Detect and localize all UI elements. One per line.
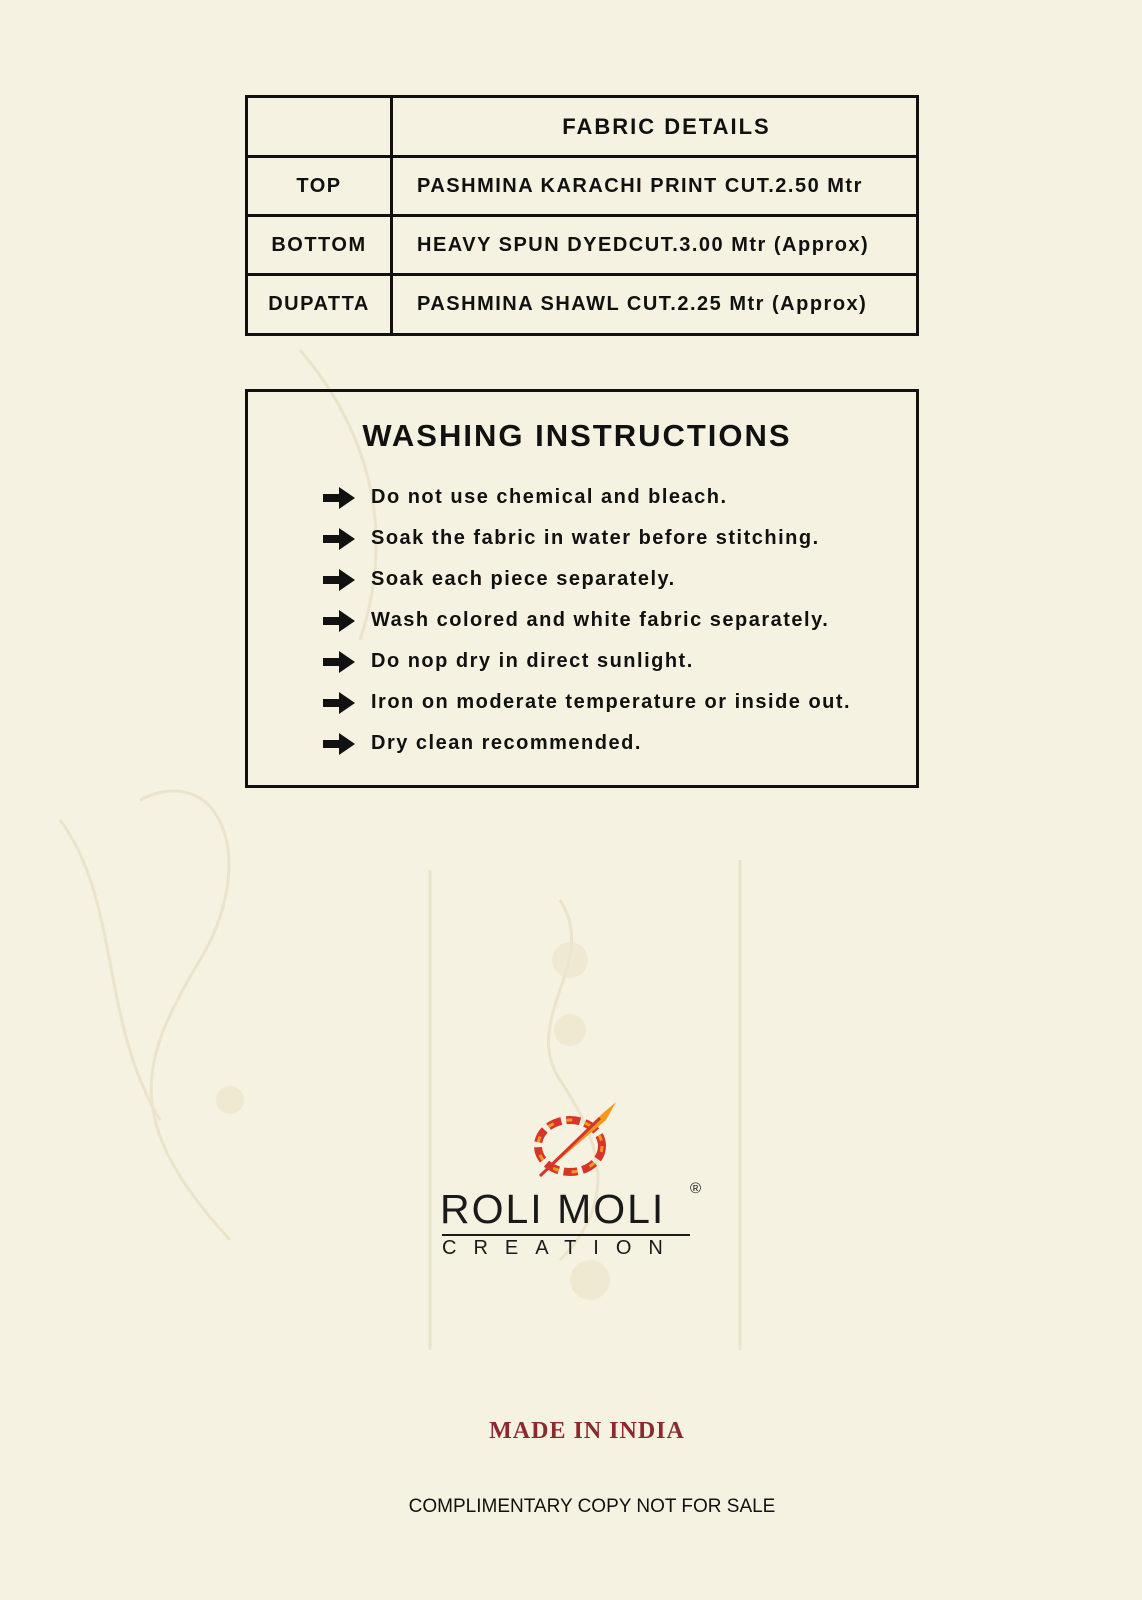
row-value-top: PASHMINA KARACHI PRINT CUT.2.50 Mtr xyxy=(393,158,916,217)
row-label-top: TOP xyxy=(248,158,393,217)
instruction-text: Wash colored and white fabric separately. xyxy=(371,609,830,631)
row-value-dupatta: PASHMINA SHAWL CUT.2.25 Mtr (Approx) xyxy=(417,293,868,315)
instruction-text: Do nop dry in direct sunlight. xyxy=(371,650,694,672)
arrow-right-icon xyxy=(323,692,355,714)
list-item xyxy=(323,518,851,559)
table-header-empty-cell xyxy=(248,98,393,158)
fabric-details-header: FABRIC DETAILS xyxy=(393,98,916,158)
row-label-dupatta: DUPATTA xyxy=(248,276,393,333)
arrow-right-icon xyxy=(323,528,355,550)
list-item xyxy=(323,723,851,764)
complimentary-copy-notice: COMPLIMENTARY COPY NOT FOR SALE xyxy=(408,1496,776,1517)
instruction-text: Do not use chemical and bleach. xyxy=(371,486,728,508)
brand-divider xyxy=(442,1234,690,1236)
list-item xyxy=(323,559,851,600)
washing-instructions-list xyxy=(323,477,851,764)
washing-instructions-title: WASHING INSTRUCTIONS xyxy=(362,418,792,453)
arrow-right-icon xyxy=(323,610,355,632)
row-value-bottom: HEAVY SPUN DYEDCUT.3.00 Mtr (Approx) xyxy=(393,217,916,276)
registered-mark: ® xyxy=(690,1180,702,1197)
arrow-right-icon xyxy=(323,651,355,673)
arrow-right-icon xyxy=(323,487,355,509)
washing-instructions-box xyxy=(245,389,919,788)
instruction-text: Dry clean recommended. xyxy=(371,732,642,754)
list-item xyxy=(323,477,851,518)
instruction-text: Iron on moderate temperature or inside out. xyxy=(371,691,852,713)
fabric-details-table xyxy=(245,95,919,336)
list-item xyxy=(323,682,851,723)
arrow-right-icon xyxy=(323,733,355,755)
list-item xyxy=(323,641,851,682)
brand-mark-icon xyxy=(530,1100,620,1182)
brand-name: ROLI MOLI xyxy=(440,1186,666,1232)
instruction-text: Soak each piece separately. xyxy=(371,568,676,590)
arrow-right-icon xyxy=(323,569,355,591)
brand-subtitle: CREATION xyxy=(442,1237,680,1259)
row-label-bottom: BOTTOM xyxy=(248,217,393,276)
list-item xyxy=(323,600,851,641)
instruction-text: Soak the fabric in water before stitching. xyxy=(371,527,820,549)
brand-logo xyxy=(430,1100,720,1260)
made-in-india-label: MADE IN INDIA xyxy=(489,1418,685,1444)
